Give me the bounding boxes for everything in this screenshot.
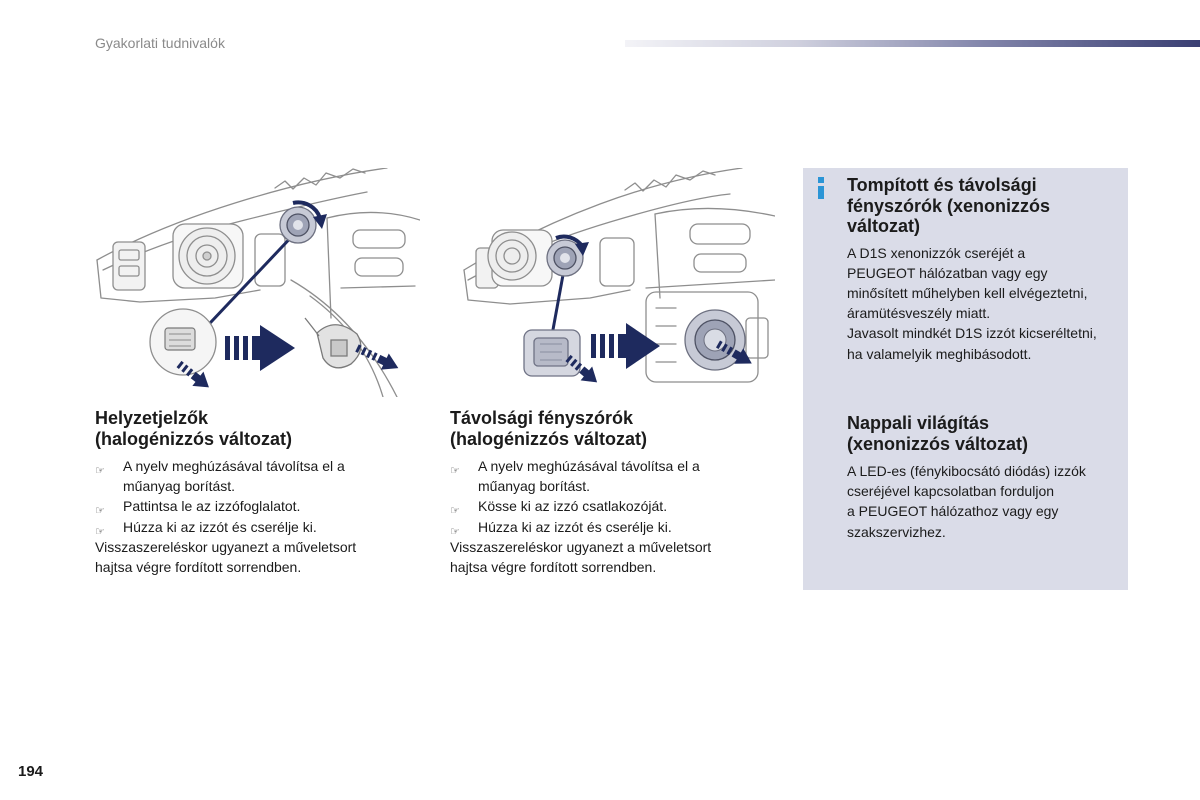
body-line: ha valamelyik meghibásodott. xyxy=(847,345,1032,362)
section-title xyxy=(95,408,405,450)
pointing-hand-icon xyxy=(450,459,464,473)
list-item xyxy=(450,456,760,496)
bulb-holder-icon xyxy=(280,207,316,243)
connector-drawing xyxy=(305,318,361,368)
title-line: változat) xyxy=(847,216,921,236)
pointing-hand-icon xyxy=(95,459,109,473)
body-line: áramütésveszély miatt. xyxy=(847,305,991,322)
body-line: cseréjével kapcsolatban forduljon xyxy=(847,483,1055,500)
headlamp-housing xyxy=(97,168,420,397)
info-title xyxy=(847,175,1122,237)
striped-arrow-icon xyxy=(353,340,402,376)
title-line: Nappali világítás xyxy=(847,413,990,433)
note-text: Visszaszereléskor ugyanezt a műveletsort xyxy=(95,538,357,555)
connector-socket-drawing xyxy=(524,330,580,376)
list-item xyxy=(95,517,405,537)
step-text: Pattintsa le az izzófoglalatot. xyxy=(123,498,301,515)
info-box xyxy=(803,168,1128,590)
list-item xyxy=(95,456,405,496)
title-line: Tompított és távolsági xyxy=(847,175,1037,195)
main-beam-illustration xyxy=(450,168,775,397)
page-number: 194 xyxy=(18,763,44,780)
large-striped-arrow-icon xyxy=(591,323,660,369)
title-line: (halogénizzós változat) xyxy=(450,429,648,449)
note-text: hajtsa végre fordított sorrendben. xyxy=(95,559,302,576)
pointing-hand-icon xyxy=(450,520,464,534)
position-lamp-illustration xyxy=(95,168,420,397)
instructions xyxy=(450,456,760,577)
reassembly-note xyxy=(450,537,760,577)
info-body xyxy=(847,243,1122,364)
running-header: Gyakorlati tudnivalók xyxy=(95,35,225,51)
header-gradient-bar xyxy=(625,40,1200,47)
info-title xyxy=(847,413,1122,454)
pointing-hand-icon xyxy=(450,499,464,513)
step-text: Húzza ki az izzót és cserélje ki. xyxy=(478,518,672,535)
title-line: fényszórók (xenonizzós xyxy=(847,195,1051,216)
list-item xyxy=(450,496,760,516)
position-lamps-section xyxy=(95,408,405,577)
title-line: Helyzetjelzők xyxy=(95,408,209,428)
step-text: műanyag borítást. xyxy=(478,478,591,495)
title-line: Távolsági fényszórók xyxy=(450,408,634,428)
list-item xyxy=(95,496,405,516)
body-line: minősített műhelyben kell elvégeztetni, xyxy=(847,284,1088,301)
note-text: Visszaszereléskor ugyanezt a műveletsort xyxy=(450,538,712,555)
body-line: szakszervizhez. xyxy=(847,523,946,540)
step-text: A nyelv meghúzásával távolítsa el a xyxy=(123,458,345,474)
list-item xyxy=(450,517,760,537)
body-line: A D1S xenonizzók cseréjét a xyxy=(847,244,1026,261)
instructions xyxy=(95,456,405,577)
section-title xyxy=(450,408,760,450)
step-text: A nyelv meghúzásával távolítsa el a xyxy=(478,458,700,474)
reassembly-note xyxy=(95,537,405,577)
main-beam-section xyxy=(450,408,760,577)
daytime-lights-info xyxy=(847,413,1122,542)
body-line: Javasolt mindkét D1S izzót kicseréltetni, xyxy=(847,325,1097,342)
step-text: Kösse ki az izzó csatlakozóját. xyxy=(478,498,668,515)
step-text: műanyag borítást. xyxy=(123,478,236,495)
info-icon xyxy=(818,177,824,199)
title-line: (xenonizzós változat) xyxy=(847,433,1029,454)
info-body xyxy=(847,461,1122,542)
step-text: Húzza ki az izzót és cserélje ki. xyxy=(123,518,317,535)
pointing-hand-icon xyxy=(95,499,109,513)
note-text: hajtsa végre fordított sorrendben. xyxy=(450,559,657,576)
large-striped-arrow-icon xyxy=(225,325,295,371)
body-line: A LED-es (fénykibocsátó diódás) izzók xyxy=(847,463,1086,479)
detail-inset xyxy=(150,309,216,375)
title-line: (halogénizzós változat) xyxy=(95,429,293,449)
pointing-hand-icon xyxy=(95,520,109,534)
xenon-headlamps-info xyxy=(847,175,1122,364)
body-line: PEUGEOT hálózatban vagy egy xyxy=(847,264,1048,281)
body-line: a PEUGEOT hálózathoz vagy egy xyxy=(847,503,1059,520)
